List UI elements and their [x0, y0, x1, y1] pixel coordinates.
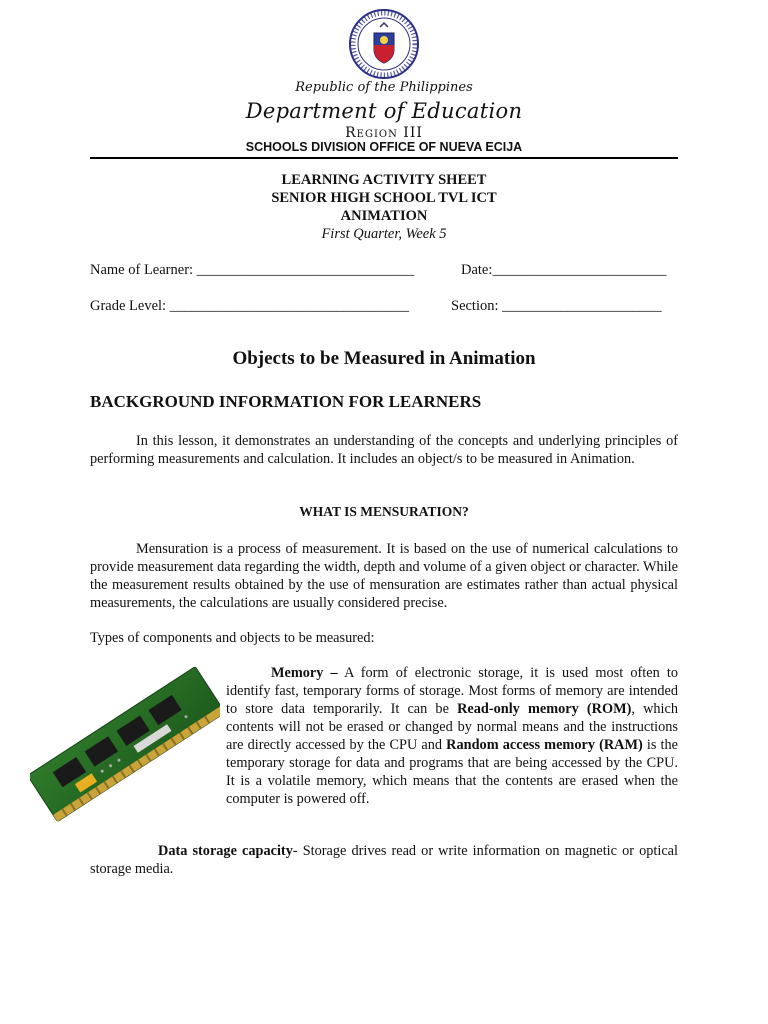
mensuration-paragraph: Mensuration is a process of measurement. It is based on the use of numerical calculations to provide measurement data regarding the width, depth and volume of a given object or character. While the measurement results obtained by the use of mensuration are estimates rather than actual physical measurements, the calculations are usually considered precise.	[90, 541, 678, 611]
division-text: SCHOOLS DIVISION OFFICE OF NUEVA ECIJA	[245, 140, 523, 154]
subject-title: ANIMATION	[340, 208, 428, 224]
date-field[interactable]: Date:________________________	[461, 262, 667, 278]
program-title: SENIOR HIGH SCHOOL TVL ICT	[271, 190, 497, 206]
header-divider	[90, 157, 678, 159]
grade-level-field[interactable]: Grade Level: _________________________________	[90, 298, 409, 314]
region-text: Region III	[345, 125, 423, 141]
name-of-learner-field[interactable]: Name of Learner: ______________________________	[90, 262, 415, 278]
rom-term: Read-only memory (ROM)	[457, 701, 632, 717]
quarter-week: First Quarter, Week 5	[321, 226, 447, 242]
ram-module-image	[30, 662, 220, 822]
storage-term: Data storage capacity	[158, 843, 293, 859]
republic-text: Republic of the Philippines	[295, 80, 473, 95]
memory-paragraph: Memory – A form of electronic storage, it is used most often to identify fast, temporary forms of storage. Most forms of memory are intended to store data temporarily. It can be Read-only memory (ROM), which contents will not be erased or changed by normal means and the instructions are directly accessed by the CPU and Random access memory (RAM) is the temporary storage for data and programs that are being accessed by the CPU. It is a volatile memory, which means that the contents are erased when the computer is powered off.	[226, 665, 679, 807]
mensuration-heading: WHAT IS MENSURATION?	[299, 504, 469, 519]
department-title: Department of Education	[245, 99, 523, 123]
deped-seal-logo	[349, 9, 419, 79]
background-heading: BACKGROUND INFORMATION FOR LEARNERS	[90, 392, 482, 411]
intro-paragraph: In this lesson, it demonstrates an understanding of the concepts and underlying principles of performing measurements and calculation. It includes an object/s to be measured in Animation.	[90, 433, 678, 467]
storage-paragraph: Data storage capacity- Storage drives read or write information on magnetic or optical storage media.	[90, 843, 678, 877]
lesson-title: Objects to be Measured in Animation	[232, 348, 536, 369]
sheet-title: LEARNING ACTIVITY SHEET	[281, 172, 487, 188]
ram-term: Random access memory (RAM)	[446, 737, 643, 753]
section-field[interactable]: Section: ______________________	[451, 298, 662, 314]
types-intro: Types of components and objects to be measured:	[90, 630, 375, 646]
memory-term: Memory –	[271, 665, 338, 681]
